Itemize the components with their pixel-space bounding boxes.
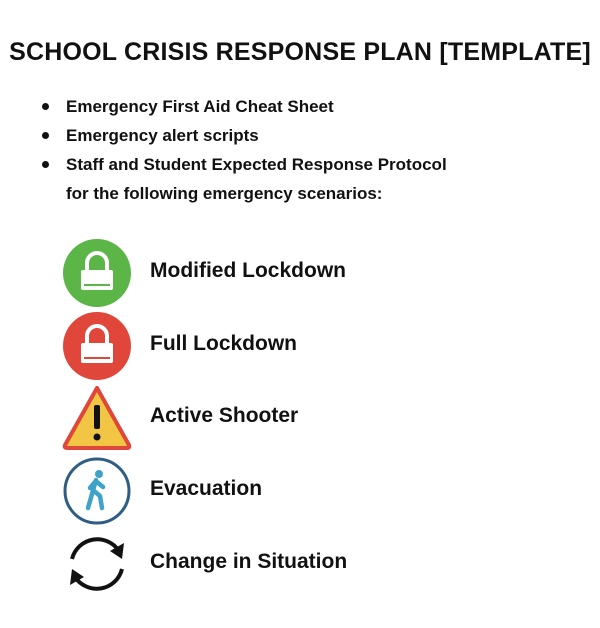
bullet-continuation — [40, 179, 447, 208]
scenario-label: Active Shooter — [150, 404, 299, 427]
bullet-item — [40, 150, 447, 179]
scenario-change-in-situation — [62, 529, 542, 599]
page-title: SCHOOL CRISIS RESPONSE PLAN [TEMPLATE] — [9, 38, 591, 66]
scenario-label: Change in Situation — [150, 550, 348, 573]
bullet-text: for the following emergency scenarios: — [66, 184, 383, 203]
bullet-item — [40, 92, 447, 121]
scenario-label: Evacuation — [150, 477, 263, 500]
scenario-evacuation — [62, 456, 542, 526]
bullet-dot — [42, 132, 49, 139]
warning-triangle-icon — [62, 383, 132, 453]
bullet-text: Emergency alert scripts — [66, 126, 259, 145]
scenario-full-lockdown — [62, 311, 542, 381]
bullet-list — [40, 92, 447, 208]
bullet-dot — [42, 103, 49, 110]
bullet-text: Emergency First Aid Cheat Sheet — [66, 97, 334, 116]
bullet-dot — [42, 161, 49, 168]
bullet-item — [40, 121, 447, 150]
scenario-label: Modified Lockdown — [150, 259, 346, 282]
scenario-modified-lockdown — [62, 238, 542, 308]
bullet-text: Staff and Student Expected Response Protocol — [66, 155, 447, 174]
green-lock-icon — [62, 238, 132, 308]
scenario-active-shooter — [62, 383, 542, 453]
walking-person-icon — [62, 456, 132, 526]
scenario-label: Full Lockdown — [150, 332, 297, 355]
red-lock-icon — [62, 311, 132, 381]
circular-arrows-icon — [62, 529, 132, 599]
